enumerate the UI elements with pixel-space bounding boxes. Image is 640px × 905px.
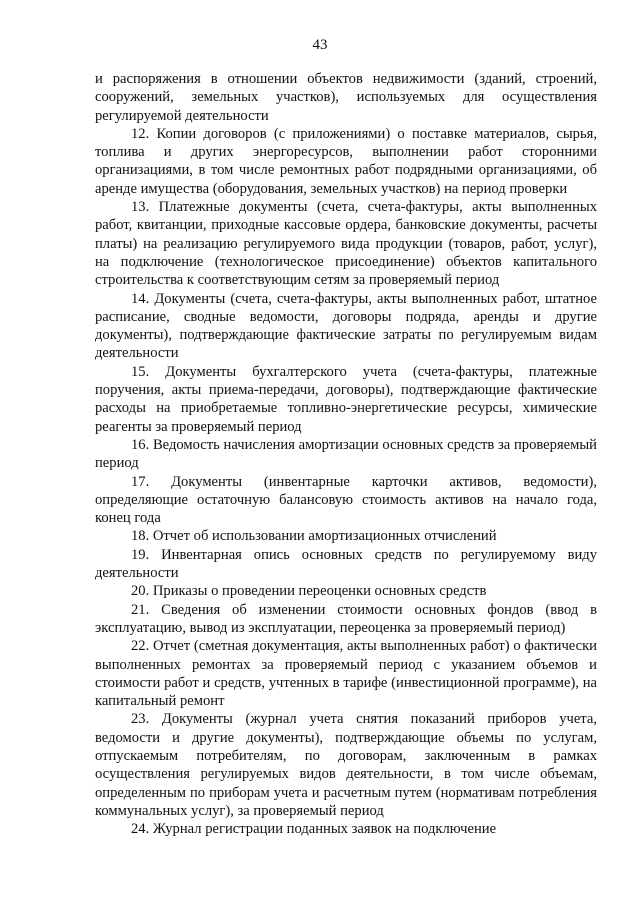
list-item-17: 17. Документы (инвентарные карточки активов, ведомости), определяющие остаточную балансовую стоимость активов на начало года, конец года bbox=[95, 473, 597, 527]
list-item-15: 15. Документы бухгалтерского учета (счета-фактуры, платежные поручения, акты приема-передачи, договоры), подтверждающие фактические расходы на приобретаемые топливно-энергетические ресурсы, химические реагенты за проверяемый период bbox=[95, 363, 597, 435]
list-item-14: 14. Документы (счета, счета-фактуры, акты выполненных работ, штатное расписание, сводные ведомости, договоры подряда, аренды и другие документы), подтверждающие фактические затраты по регулируемым видам деятельности bbox=[95, 290, 597, 362]
list-item-22: 22. Отчет (сметная документация, акты выполненных работ) о фактически выполненных ремонтах за проверяемый период с указанием объемов и стоимости работ и средств, учтенных в тарифе (инвестиционной программе), на капитальный ремонт bbox=[95, 638, 597, 710]
document-body bbox=[95, 70, 597, 838]
page-number: 43 bbox=[312, 37, 328, 53]
list-item-23: 23. Документы (журнал учета снятия показаний приборов учета, ведомости и другие документы), подтверждающие объемы по услугам, отпускаемым потребителям, по договорам, заключенным в рамках осуществления регулируемых видов деятельности, в том числе объемам, определенным по приборам учета и расчетным путем (нормативам потребления коммунальных услуг), за проверяемый период bbox=[95, 711, 597, 819]
list-item-12: 12. Копии договоров (с приложениями) о поставке материалов, сырья, топлива и других энергоресурсов, выполнении работ сторонними организациями, в том числе ремонтных работ подрядными организациями, об аренде имущества (оборудования, земельных участков) на период проверки bbox=[95, 125, 597, 197]
list-item-20: 20. Приказы о проведении переоценки основных средств bbox=[131, 583, 487, 600]
list-item-18: 18. Отчет об использовании амортизационных отчислений bbox=[131, 528, 497, 545]
list-item-24: 24. Журнал регистрации поданных заявок на подключение bbox=[131, 821, 497, 838]
list-item-13: 13. Платежные документы (счета, счета-фактуры, акты выполненных работ, квитанции, приходные кассовые ордера, банковские документы, расчеты платы) на реализацию регулируемого вида продукции (товаров, работ, услуг), на подключение (технологическое присоединение) объектов капитального строительства к соответствующим сетям за проверяемый период bbox=[95, 199, 597, 289]
paragraph-continuation: и распоряжения в отношении объектов недвижимости (зданий, строений, сооружений, земельных участков), используемых для осуществления регулируемой деятельности bbox=[95, 71, 597, 124]
list-item-16: 16. Ведомость начисления амортизации основных средств за проверяемый период bbox=[95, 436, 597, 472]
list-item-19: 19. Инвентарная опись основных средств по регулируемому виду деятельности bbox=[95, 546, 597, 582]
list-item-21: 21. Сведения об изменении стоимости основных фондов (ввод в эксплуатацию, вывод из эксплуатации, переоценка за проверяемый период) bbox=[95, 601, 597, 636]
